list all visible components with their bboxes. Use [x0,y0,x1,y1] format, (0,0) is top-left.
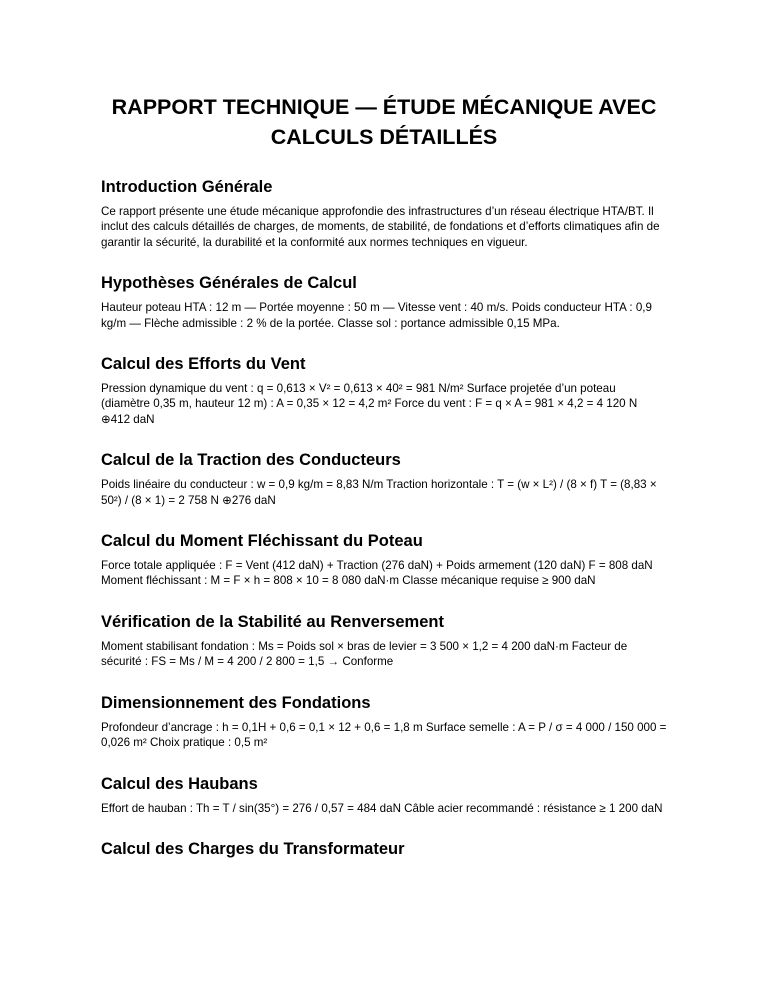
section-hypotheses [101,272,667,331]
section-introduction [101,176,667,250]
section-heading: Introduction Générale [101,178,273,196]
section-body: Ce rapport présente une étude mécanique approfondie des infrastructures d’un réseau électrique HTA/BT. Il inclut des calculs détaillés de charges, de moments, de stabilité, de fondations et d’efforts climatiques afin de garantir la sécurité, la durabilité et la conformité aux normes techniques en vigueur. [101,205,660,249]
section-transformer-loads [101,838,667,860]
section-conductor-traction [101,449,667,508]
section-body: Poids linéaire du conducteur : w = 0,9 kg/m = 8,83 N/m Traction horizontale : T = (w × L²) / (8 × f) T = (8,83 × 50²) / (8 × 1) = 2 758 N ⊕276 daN [101,478,657,507]
section-foundations [101,692,667,751]
document-title [101,92,667,152]
section-bending-moment [101,530,667,589]
section-heading: Calcul des Haubans [101,774,258,793]
section-heading: Calcul de la Traction des Conducteurs [101,451,401,470]
section-heading: Dimensionnement des Fondations [101,693,371,712]
section-heading: Calcul des Charges du Transformateur [101,839,405,858]
section-heading: Hypothèses Générales de Calcul [101,274,357,293]
section-overturning-stability [101,611,667,670]
document-title-line-1: RAPPORT TECHNIQUE — ÉTUDE MÉCANIQUE AVEC [111,95,657,119]
section-guy-wires [101,773,667,816]
section-heading: Calcul des Efforts du Vent [101,355,306,374]
section-wind-efforts [101,353,667,427]
section-body: Hauteur poteau HTA : 12 m — Portée moyenne : 50 m — Vitesse vent : 40 m/s. Poids conducteur HTA : 0,9 kg/m — Flèche admissible : 2 % de la portée. Classe sol : portance admissible 0,15 MPa. [101,301,652,330]
section-body: Pression dynamique du vent : q = 0,613 × V² = 0,613 × 40² = 981 N/m² Surface projetée d’un poteau (diamètre 0,35 m, hauteur 12 m) : A = 0,35 × 12 = 4,2 m² Force du vent : F = q × A = 981 × 4,2 = 4 120 N ⊕412 daN [101,382,638,426]
document-title-line-2: CALCULS DÉTAILLÉS [270,125,498,149]
section-heading: Vérification de la Stabilité au Renversement [101,612,444,631]
section-body: Profondeur d’ancrage : h = 0,1H + 0,6 = 0,1 × 12 + 0,6 = 1,8 m Surface semelle : A = P / σ = 4 000 / 150 000 = 0,026 m² Choix pratique : 0,5 m² [101,720,667,750]
section-heading: Calcul du Moment Fléchissant du Poteau [101,532,423,551]
section-body: Force totale appliquée : F = Vent (412 daN) + Traction (276 daN) + Poids armement (120 daN) F = 808 daN Moment fléchissant : M = F × h = 808 × 10 = 8 080 daN·m Classe mécanique requise ≥ 900 daN [101,559,653,588]
section-body: Effort de hauban : Th = T / sin(35°) = 276 / 0,57 = 484 daN Câble acier recommandé : résistance ≥ 1 200 daN [101,801,663,815]
section-body: Moment stabilisant fondation : Ms = Poids sol × bras de levier = 3 500 × 1,2 = 4 200 daN·m Facteur de sécurité : FS = Ms / M = 4 200 / 2 800 = 1,5 → Conforme [101,639,628,669]
